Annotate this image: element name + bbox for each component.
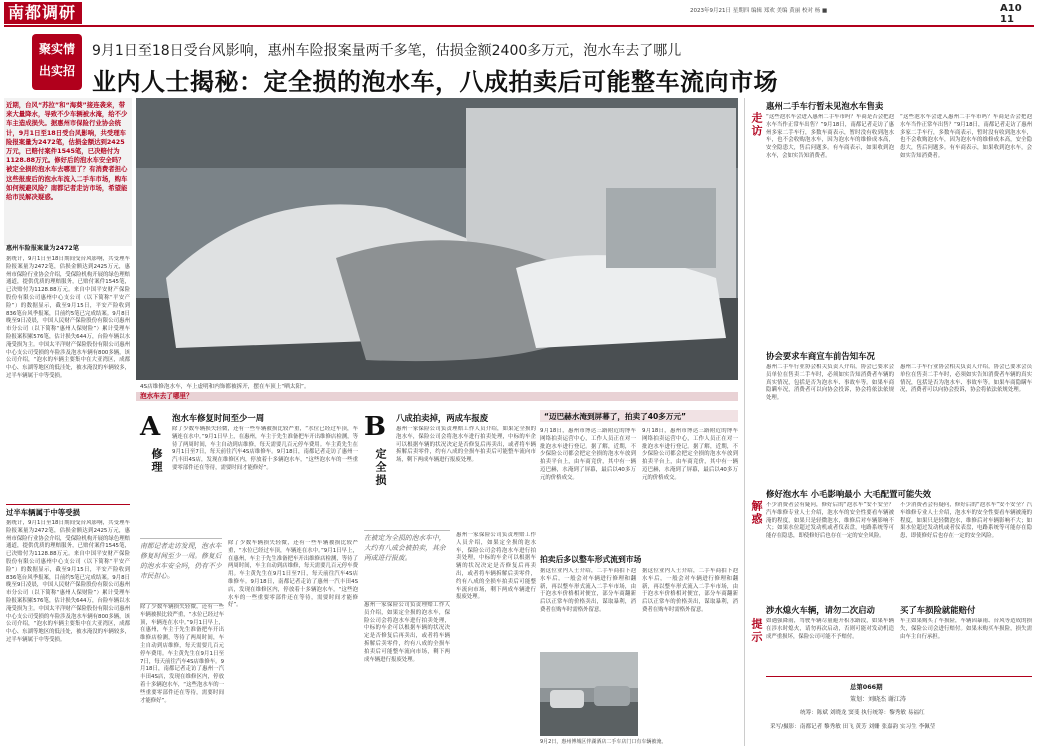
page-number: A10 11 [1000, 3, 1022, 25]
col-d-body-2: 据这位业内人士介绍，二手车商拍下泡水车后，一般会对车辆进行修理和翻新，再以整车形式流入二手车市场，由于泡水车价格相对便宜，部分车商翻新后以正常车的价格卖出，谋取暴利，消费者在购车时需格外留意。 [642, 568, 738, 613]
masthead-rule [4, 25, 1034, 27]
masthead-info: 2023年9月21日 星期四 编辑 郑欢 美编 黄丽 校对 杨 ■ [690, 8, 828, 14]
right4-label: 提示 [750, 618, 763, 644]
col-a-label: 修理 [150, 448, 163, 474]
col-d-body: 据这位业内人士介绍，二手车商拍下泡水车后，一般会对车辆进行修理和翻新，再以整车形式流入二手车市场，由于泡水车价格相对便宜，部分车商翻新后以正常车的价格卖出，谋取暴利，消费者在购车时需格外留意。 [540, 568, 636, 613]
col-a-body: 除了少数车辆损失轻微，还有一些车辆被损比较严重，“水位已经过车顶，车辆连在水中。”9月1日早上，在惠州，车主于先生准备把车开出维修店检测，等待了两周时间，车主自动到店维修，每天需要几百元停车费用。车主黄先生在9月1日至7日，每天前往汽车4S店维修车。9月18日，南都记者走访了惠州一汽丰田4S店，发现在维修区内，停放着十多辆泡水车，“这些泡水车的一些重要零部件还在等待，需要时间才能修好”。 [172, 426, 358, 471]
flooded-street-image [540, 652, 638, 736]
credits-line3: 统筹：陈斌 刘晓龙 窦斐 执行统筹：黎秀敏 易福红 [800, 710, 925, 716]
col1-body-2: 据统计，9月1日至18日期间受台风影响，共受理车险报案量为2472笔，估损金额达到2425万元，惠州市保险行业协会介绍，受保险机构开展的绿色理赔通道，提供优质的理赔服务，已赔付案件1545笔，已决赔付为1128.88万元。来自中国平安财产保险股份有限公司惠州中心支公司（以下简称“平安产险”）的数据显示，截至9月15日，平安产险收到836笔台风季报案，目前约5笔已完成结案。9月8日晚至9日凌晨，中国人民财产保险股份有限公司惠州市分公司（以下简称“惠州人保财险”）累计受理车险报案积累576笔，估计损失644万，台险车辆以水淹受损为主。中国太平洋财产保险股份有限公司惠州中心支公司受损的车险涉及泡水车辆有800多辆，该公司介绍，“泡水的车辆主要集中在大亚湾区，成都中心、东湖等地区的低洼处，被水淹没的车辆较多，过半车辆属于中等受损。 [6, 520, 130, 643]
col-b-label: 定全损 [374, 448, 387, 487]
col-c-body-2: 9月18日，惠州市博达三路附近的博车网络拍卖运营中心，工作人员正在对一批泡水车进行登记。据了解，近期，不少保险公司都会把定全损的泡水车放到拍卖平台上，由车商竞价，其中有一辆迈巴赫，水淹到了屏幕，最后以40多万元的价格成交。 [642, 428, 738, 481]
flooded-car-photo [136, 98, 738, 380]
col-b-body-3: 惠州一家保险公司负责理赔工作人员介绍，如果定全损的泡水车，保险公司会将泡水车进行拍卖处理，中标的车企可以根据车辆的状况决定是否修复后再卖出，或者将车辆拆解后卖零件，约有八成的全损车拍卖后可能整车流向市场，剩下两成车辆进行报废处理。 [364, 602, 450, 663]
col-a-body-3: 除了少数车辆损失轻微，还有一些车辆被损比较严重，“水位已经过车顶，车辆连在水中。”9月1日早上，在惠州，车主于先生准备把车开出维修店检测，等待了两周时间，车主自动到店维修，每天需要几百元停车费用。车主黄先生在9月1日至7日，每天前往汽车4S店维修车。9月18日，南都记者走访了惠州一汽丰田4S店，发现在维修区内，停放着十多辆泡水车，“这些泡水车的一些重要零部件还在等待，需要时间才能修好”。 [140, 604, 224, 704]
lead-text: 近期，台风“苏拉”和“海葵”接连袭来，带来大量降水，导致不少车辆被水淹，给不少车主造成损失。据惠州市保险行业协会统计，9月1日至18日受台风影响，共受理车险报案量为2472笔，估损金额达到2425万元，已赔付案件1545笔，已决赔付为1128.88万元。修好后的泡水车安全吗？被定全损的泡水车去哪里了？有消费者担心这些报废后的泡水车流入二手车市场，购车如何规避风险？南都记者走访市场，希望能给市民解决疑惑。 [6, 101, 128, 202]
col-b-body: 惠州一家保险公司负责理赔工作人员介绍，如果定全损的泡水车，保险公司会将泡水车进行拍卖处理，中标的车企可以根据车辆的状况决定是否修复后再卖出，或者将车辆拆解后卖零件，约有八成的全损车拍卖后可能整车流向市场，剩下两成车辆进行报废处理。 [396, 426, 536, 464]
right3-body: 不少消费者会有疑问，修好后的“泡水车”安不安全？汽车维修专业人士介绍，泡水车的安全性要看车辆被淹的程度，如果只是轻微泡水，维修后对车辆影响不大；如果水位超过发动机或者仪表盘，电路系统等可能存在隐患，即使修好后也存在一定的安全风险。 [766, 502, 894, 540]
right3-label: 解惑 [750, 500, 763, 526]
col-c-title: “迈巴赫水淹到屏幕了，拍卖了40多万元” [544, 412, 687, 421]
masthead-brand: 南都调研 [8, 3, 77, 22]
right3-title: 修好泡水车 小毛影响最小 大毛配置可能失效 [766, 489, 931, 499]
right2-body-2: 惠州二手车行业协会相关负责人介绍，协会已要求会员单位在售卖二手车时，必须如实告知消费者车辆的真实情况，包括是否为泡水车、事故车等。如果车商隐瞒车况，消费者可以向协会投诉，协会将依法依规处理。 [900, 364, 1032, 394]
col-c-body: 9月18日，惠州市博达三路附近的博车网络拍卖运营中心，工作人员正在对一批泡水车进行登记。据了解，近期，不少保险公司都会把定全损的泡水车放到拍卖平台上，由车商竞价，其中有一辆迈巴赫，水淹到了屏幕，最后以40多万元的价格成交。 [540, 428, 636, 481]
right4-body: 如遇强降雨，驾驶车辆尽量避开积水路段，如果车辆在涉水时熄火，请勿再次启动，否则可能对发动机造成严重损坏，保险公司可能不予赔付。 [766, 618, 894, 640]
col1-subhead: 过半车辆属于中等受损 [6, 508, 80, 517]
col-b-quote: 在被定为全损的泡水车中，大约有八成会被拍卖，其余两成进行报废。 [364, 530, 450, 602]
right1-label: 走访 [750, 112, 763, 138]
main-photo [136, 98, 738, 380]
credits-line4: 采写/摄影：南都记者 黎秀敏 田飞 黄芳 刘姗 张嘉韵 实习生 李佩莹 [770, 724, 936, 730]
right2-title: 协会要求车商宣车前告知车况 [766, 351, 875, 361]
headline-main: 业内人士揭秘：定全损的泡水车，八成拍卖后可能整车流向市场 [92, 68, 778, 96]
right4-title: 涉水熄火车辆，请勿二次启动 [766, 605, 875, 615]
col-b-body-2: 惠州一家保险公司负责理赔工作人员介绍，如果定全损的泡水车，保险公司会将泡水车进行拍卖处理，中标的车企可以根据车辆的状况决定是否修复后再卖出，或者将车辆拆解后卖零件，约有八成的全损车拍卖后可能整车流向市场，剩下两成车辆进行报废处理。 [456, 532, 536, 601]
badge-line1: 聚实情 [38, 42, 75, 56]
right-vertical-rule [744, 98, 745, 746]
lead-note: 惠州车险报案量为2472笔 [6, 245, 79, 252]
credits-line2: 策划：刘晓杰 谢江涛 [850, 696, 906, 703]
right5-body: 车主如果购买了车损险，车辆因暴雨、台风等造成的损失，保险公司会进行赔付。如果未购买车损险，损失需由车主自行承担。 [900, 618, 1032, 640]
col1-subhead-rule [6, 504, 130, 505]
col-a-letter: A [140, 412, 161, 442]
col-a-quote: 南都记者走访发现，泡水车修复时间至少一周。修复后的泡水车安全吗，仍有不少市民担心。 [140, 538, 222, 604]
right1-body: “这些泡水车会进入惠州二手车市吗？车商是否会把泡水车当作正常车出售？”9月18日，南都记者走访了惠州多家二手车行，多数车商表示，暂时没有收到泡水车，也不会收购泡水车，因为泡水车的维修成本高，安全隐患大，售后问题多。有车商表示，如果收到泡水车，会如实告知消费者。 [766, 114, 894, 159]
col1-body: 据统计，9月1日至18日期间受台风影响，共受理车险报案量为2472笔，估损金额达到2425万元，惠州市保险行业协会介绍，受保险机构开展的绿色理赔通道，提供优质的理赔服务，已赔付案件1545笔，已决赔付为1128.88万元。来自中国平安财产保险股份有限公司惠州中心支公司（以下简称“平安产险”）的数据显示，截至9月15日，平安产险收到836笔台风季报案，目前约5笔已完成结案。9月8日晚至9日凌晨，中国人民财产保险股份有限公司惠州市分公司（以下简称“惠州人保财险”）累计受理车险报案积累576笔，估计损失644万，台险车辆以水淹受损为主。中国太平洋财产保险股份有限公司惠州中心支公司受损的车险涉及泡水车辆有800多辆，该公司介绍，“泡水的车辆主要集中在大亚湾区，成都中心、东湖等地区的低洼处，被水淹没的车辆较多，过半车辆属于中等受损。 [6, 256, 130, 379]
right2-body: 惠州二手车行业协会相关负责人介绍，协会已要求会员单位在售卖二手车时，必须如实告知消费者车辆的真实情况，包括是否为泡水车、事故车等。如果车商隐瞒车况，消费者可以向协会投诉，协会将依法依规处理。 [766, 364, 894, 402]
col-d-title: 拍卖后多以整车形式流到市场 [540, 555, 642, 564]
flooded-street-photo [540, 652, 638, 736]
headline-kicker: 9月1日至18日受台风影响，惠州车险报案量两千多笔，估损金额2400多万元，泡水车去了哪儿 [92, 43, 682, 59]
section-tag-bar [136, 392, 738, 401]
right1-title: 惠州二手车行暂未见泡水车售卖 [766, 101, 884, 111]
photo-caption: 4S店维修泡水车，车上虚明和内饰都被拆开，摆在车顶上“晒太阳”。 [140, 384, 310, 390]
right3-body-2: 不少消费者会有疑问，修好后的“泡水车”安不安全？汽车维修专业人士介绍，泡水车的安全性要看车辆被淹的程度，如果只是轻微泡水，维修后对车辆影响不大；如果水位超过发动机或者仪表盘，电路系统等可能存在隐患，即使修好后也存在一定的安全风险。 [900, 502, 1032, 540]
col-a-body-2: 除了少数车辆损失轻微，还有一些车辆被损比较严重，“水位已经过车顶，车辆连在水中。”9月1日早上，在惠州，车主于先生准备把车开出维修店检测，等待了两周时间，车主自动到店维修，每天需要几百元停车费用。车主黄先生在9月1日至7日，每天前往汽车4S店维修车。9月18日，南都记者走访了惠州一汽丰田4S店，发现在维修区内，停放着十多辆泡水车，“这些泡水车的一些重要零部件还在等待，需要时间才能修好”。 [228, 540, 358, 609]
right5-title: 买了车损险就能赔付 [900, 605, 976, 615]
section-tag: 泡水车去了哪里？ [140, 392, 193, 400]
badge-line2: 出实招 [38, 64, 75, 78]
photo2-caption: 9月2日，惠州博城区伴湖酒店二手车店门口有车辆被淹。 [540, 739, 667, 745]
col-b-title: 八成拍卖掉，两成车报废 [396, 413, 489, 423]
credits-line1: 总第066期 [850, 683, 883, 691]
col-a-title: 泡水车修复时间至少一周 [172, 413, 265, 423]
right1-body-2: “这些泡水车会进入惠州二手车市吗？车商是否会把泡水车当作正常车出售？”9月18日，南都记者走访了惠州多家二手车行，多数车商表示，暂时没有收到泡水车，也不会收购泡水车，因为泡水车的维修成本高，安全隐患大，售后问题多。有车商表示，如果收到泡水车，会如实告知消费者。 [900, 114, 1032, 159]
col-b-letter: B [364, 412, 386, 442]
